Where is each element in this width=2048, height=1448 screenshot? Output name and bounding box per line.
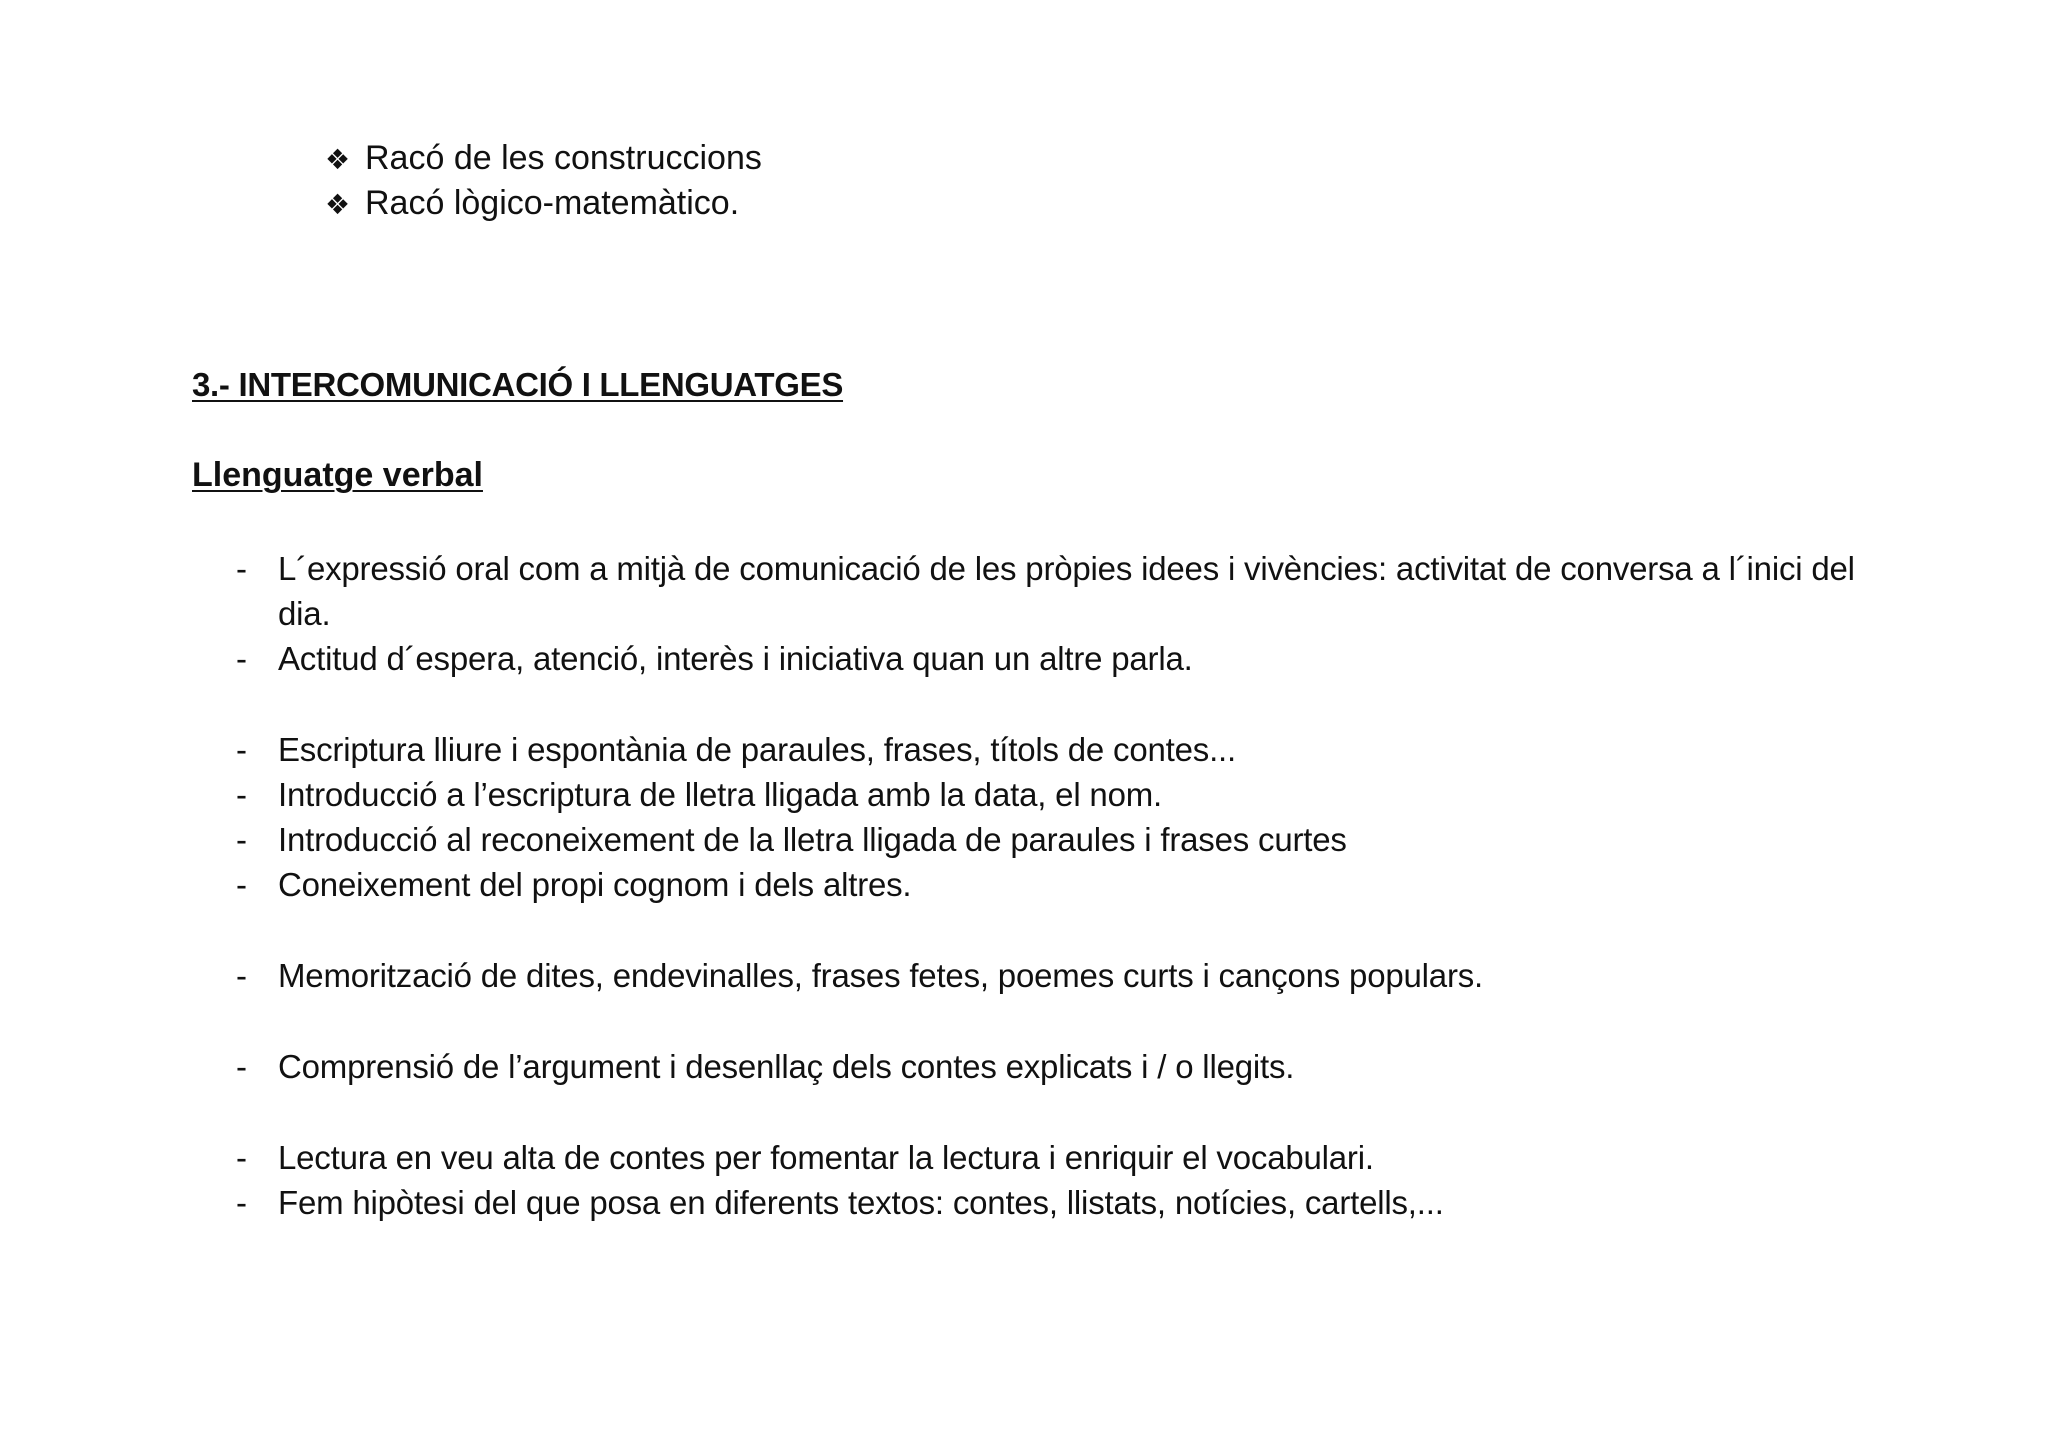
list-item [325, 181, 762, 226]
dash-bullet: - [236, 640, 247, 677]
dash-bullet: - [236, 1048, 247, 1085]
list-item-text: Memorització de dites, endevinalles, frases fetes, poemes curts i cançons populars. [278, 957, 1483, 994]
list-item [232, 817, 1912, 862]
list-item [232, 727, 1912, 772]
dash-bullet: - [236, 1139, 247, 1176]
list-item [232, 772, 1912, 817]
list-item [232, 953, 1912, 998]
dash-bullet: - [236, 1184, 247, 1221]
content-list [232, 546, 1912, 1225]
list-item-text: Racó de les construccions [365, 139, 762, 177]
dash-bullet: - [236, 821, 247, 858]
list-item-text: L´expressió oral com a mitjà de comunicació de les pròpies idees i vivències: activitat de conversa a l´inici del dia. [278, 550, 1855, 632]
list-item-text: Introducció a l’escriptura de lletra lligada amb la data, el nom. [278, 776, 1162, 813]
list-item [232, 1135, 1912, 1180]
list-item [325, 136, 762, 181]
list-item [232, 636, 1912, 681]
list-item [232, 546, 1912, 636]
section-heading: 3.- INTERCOMUNICACIÓ I LLENGUATGES [192, 366, 844, 403]
list-item-text: Lectura en veu alta de contes per fomentar la lectura i enriquir el vocabulari. [278, 1139, 1374, 1176]
list-item [232, 1044, 1912, 1089]
dash-bullet: - [236, 550, 247, 587]
list-item-text: Fem hipòtesi del que posa en diferents textos: contes, llistats, notícies, cartells,... [278, 1184, 1444, 1221]
corners-list [325, 136, 762, 226]
list-item-text: Racó lògico-matemàtico. [365, 184, 740, 222]
list-item-text: Escriptura lliure i espontània de paraules, frases, títols de contes... [278, 731, 1236, 768]
list-item-text: Comprensió de l’argument i desenllaç dels contes explicats i / o llegits. [278, 1048, 1295, 1085]
list-item-text: Actitud d´espera, atenció, interès i iniciativa quan un altre parla. [278, 640, 1193, 677]
dash-bullet: - [236, 731, 247, 768]
list-item [232, 862, 1912, 907]
diamond-bullet-icon: ❖ [325, 188, 351, 221]
dash-bullet: - [236, 776, 247, 813]
dash-bullet: - [236, 866, 247, 903]
list-item-text: Coneixement del propi cognom i dels altres. [278, 866, 912, 903]
subsection-heading: Llenguatge verbal [192, 456, 483, 494]
list-item [232, 1180, 1912, 1225]
diamond-bullet-icon: ❖ [325, 143, 351, 176]
list-item-text: Introducció al reconeixement de la lletra lligada de paraules i frases curtes [278, 821, 1347, 858]
dash-bullet: - [236, 957, 247, 994]
